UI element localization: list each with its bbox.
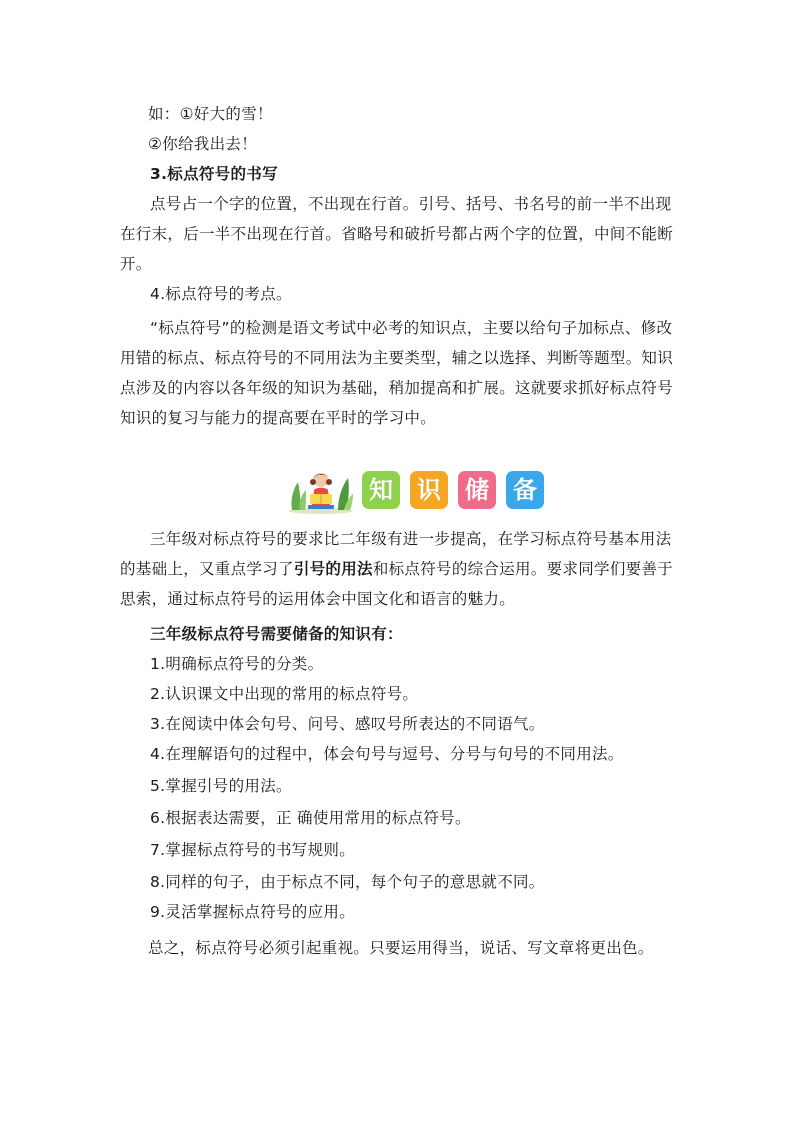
intro-text-before: 三年级对标点符号的要求比二年级有进一步提高，在学习标点符号基本用法的基础上，又重点学习了: [120, 530, 672, 578]
banner-char-4: 备: [506, 471, 544, 509]
banner-char-2: 识: [410, 471, 448, 509]
knowledge-item-5: 5.掌握引号的用法。: [150, 777, 292, 795]
knowledge-item-6: 6.根据表达需要，正 确使用常用的标点符号。: [150, 809, 471, 827]
section-3-heading: 3.标点符号的书写: [150, 165, 278, 183]
intro-text-after: 和标点符号的综合运用。要求同学们要善于思索，通过标点符号的运用体会中国文化和语言的魅力。: [120, 560, 674, 608]
knowledge-heading: 三年级标点符号需要储备的知识有：: [150, 625, 403, 643]
knowledge-item-1: 1.明确标点符号的分类。: [150, 655, 324, 673]
knowledge-item-7: 7.掌握标点符号的书写规则。: [150, 841, 355, 859]
banner-char-1: 知: [362, 471, 400, 509]
section-3-body: 点号占一个字的位置，不出现在行首。引号、括号、书名号的前一半不出现在行末，后一半不出现在行首。省略号和破折号都占两个字的位置，中间不能断开。: [120, 195, 674, 273]
intro-emphasis: 引号的用法: [293, 560, 373, 578]
intro-paragraph: [120, 524, 680, 614]
knowledge-item-9: 9.灵活掌握标点符号的应用。: [150, 903, 355, 921]
summary-paragraph: 总之，标点符号必须引起重视。只要运用得当，说话、写文章将更出色。: [148, 939, 654, 957]
section-4-body: “标点符号”的检测是语文考试中必考的知识点，主要以给句子加标点、修改用错的标点、标点符号的不同用法为主要类型，辅之以选择、判断等题型。知识点涉及的内容以各年级的知识为基础，稍加提高和扩展。这就要求抓好标点符号知识的复习与能力的提高要在平时的学习中。: [120, 319, 674, 427]
knowledge-item-2: 2.认识课文中出现的常用的标点符号。: [150, 685, 419, 703]
knowledge-reserve-banner: [288, 468, 548, 514]
knowledge-item-8: 8.同样的句子，由于标点不同，每个句子的意思就不同。: [150, 873, 545, 891]
reading-girl-illustration: [288, 468, 354, 514]
example-line-1: 如：①好大的雪！: [148, 105, 273, 123]
banner-char-3: 储: [458, 471, 496, 509]
knowledge-item-3: 3.在阅读中体会句号、问号、感叹号所表达的不同语气。: [150, 715, 545, 733]
example-line-2: ②你给我出去！: [148, 135, 257, 153]
section-4-heading: 4.标点符号的考点。: [150, 285, 292, 303]
knowledge-item-4: 4.在理解语句的过程中，体会句号与逗号、分号与句号的不同用法。: [150, 745, 624, 763]
